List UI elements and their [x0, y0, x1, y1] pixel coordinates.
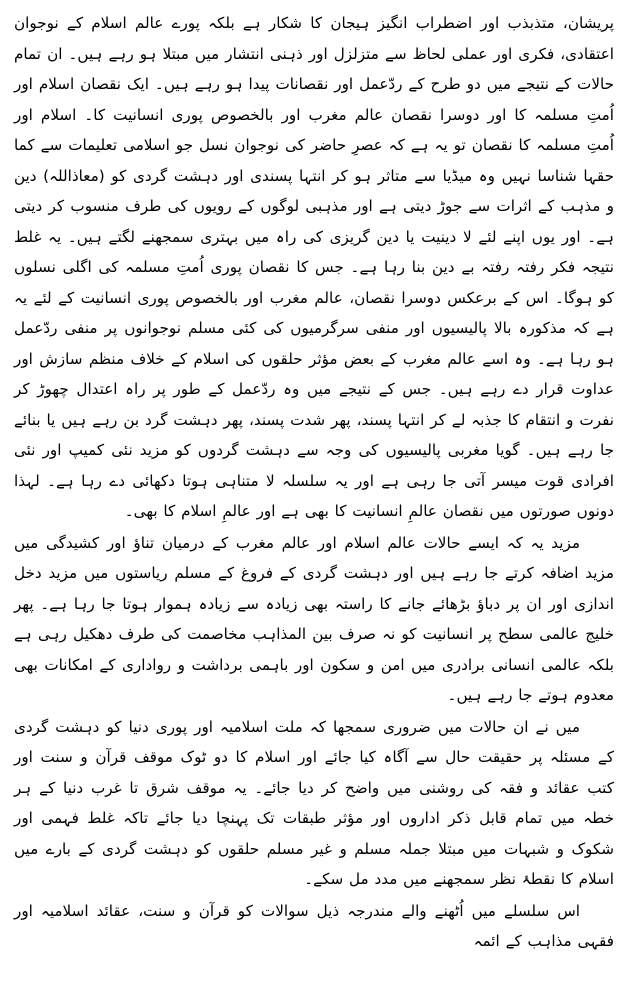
paragraph-3: میں نے ان حالات میں ضروری سمجھا کہ ملت اسلامیہ اور پوری دنیا کو دہشت گردی کے مسئلہ پر حقیقت حال سے آگاہ کیا جائے اور اسلام کا دو ٹوک موقف قرآن و سنت اور کتب عقائد و فقہ کی روشنی میں واضح کر دیا جائے۔ یہ موقف شرق تا غرب دنیا کے ہر خطہ میں تمام قابل ذکر اداروں اور مؤثر طبقات تک پہنچا دیا جائے تاکہ غلط فہمی اور شکوک و شبہات میں مبتلا جملہ مسلم و غیر مسلم حلقوں کو دہشت گردی کے بارے میں اسلام کا نقطۂ نظر سمجھنے میں مدد مل سکے۔	[14, 717, 614, 888]
paragraph-2: مزید یہ کہ ایسے حالات عالم اسلام اور عالم مغرب کے درمیان تناؤ اور کشیدگی میں مزید اضافہ کرتے جا رہے ہیں اور دہشت گردی کے فروغ کے مسلم ریاستوں میں مزید دخل اندازی اور ان پر دباؤ بڑھائے جانے کا راستہ بھی زیادہ سے زیادہ ہموار ہوتا جا رہا ہے۔ پھر خلیج عالمی سطح پر انسانیت کو نہ صرف بین المذاہب مخاصمت کی طرف دھکیل رہی ہے بلکہ عالمی انسانی برادری میں امن و سکون اور باہمی برداشت و رواداری کے امکانات بھی معدوم ہوتے جا رہے ہیں۔	[14, 533, 614, 704]
document-body	[14, 8, 614, 957]
paragraph-4: اس سلسلے میں اُٹھنے والے مندرجہ ذیل سوالات کو قرآن و سنت، عقائد اسلامیہ اور فقہی مذاہب کے ائمہ	[14, 901, 614, 950]
paragraph-1: پریشان، متذبذب اور اضطراب انگیز ہیجان کا شکار ہے بلکہ پورے عالم اسلام کے نوجوان اعتقادی، فکری اور عملی لحاظ سے متزلزل اور ذہنی انتشار میں مبتلا ہو رہے ہیں۔ ان تمام حالات کے نتیجے میں دو طرح کے ردّعمل اور نقصانات پیدا ہو رہے ہیں۔ ایک نقصان اسلام اور اُمتِ مسلمہ کا اور دوسرا نقصان عالم مغرب اور بالخصوص پوری انسانیت کا۔ اسلام اور اُمتِ مسلمہ کا نقصان تو یہ ہے کہ عصرِ حاضر کی نوجوان نسل جو اسلامی تعلیمات سے کما حقہا شناسا نہیں وہ میڈیا سے متاثر ہو کر انتہا پسندی اور دہشت گردی کو (معاذاللہ) دین و مذہب کے اثرات سے جوڑ دیتی ہے اور مذہبی لوگوں کے رویوں کی طرف منسوب کر دیتی ہے۔ اور یوں اپنے لئے لا دینیت یا دین گریزی کی راہ میں بہتری سمجھنے لگتے ہیں۔ یہ غلط نتیجہ فکر رفتہ رفتہ بے دین بنا رہا ہے۔ جس کا نقصان پوری اُمتِ مسلمہ کی اگلی نسلوں کو ہوگا۔ اس کے برعکس دوسرا نقصان، عالم مغرب اور بالخصوص پوری انسانیت کے لئے یہ ہے کہ مذکورہ بالا پالیسیوں اور منفی سرگرمیوں کی کئی مسلم نوجوانوں پر منفی ردّعمل ہو رہا ہے۔ وہ اسے عالم مغرب کے بعض مؤثر حلقوں کی اسلام کے خلاف منظم سازش اور عداوت قرار دے رہے ہیں۔ جس کے نتیجے میں وہ ردّعمل کے طور پر راہ اعتدال چھوڑ کر نفرت و انتقام کا جذبہ لے کر انتہا پسند، پھر شدت پسند، پھر دہشت گرد بن رہے ہیں یا بنائے جا رہے ہیں۔ گویا مغربی پالیسیوں کی وجہ سے دہشت گردوں کو مزید نئی کمیپ اور نئی افرادی قوت میسر آتی جا رہی ہے اور یہ سلسلہ لا متناہی ہوتا دکھائی دے رہا ہے۔ لہذا دونوں صورتوں میں نقصان عالمِ انسانیت کا بھی ہے اور عالمِ اسلام کا بھی۔	[14, 14, 614, 520]
